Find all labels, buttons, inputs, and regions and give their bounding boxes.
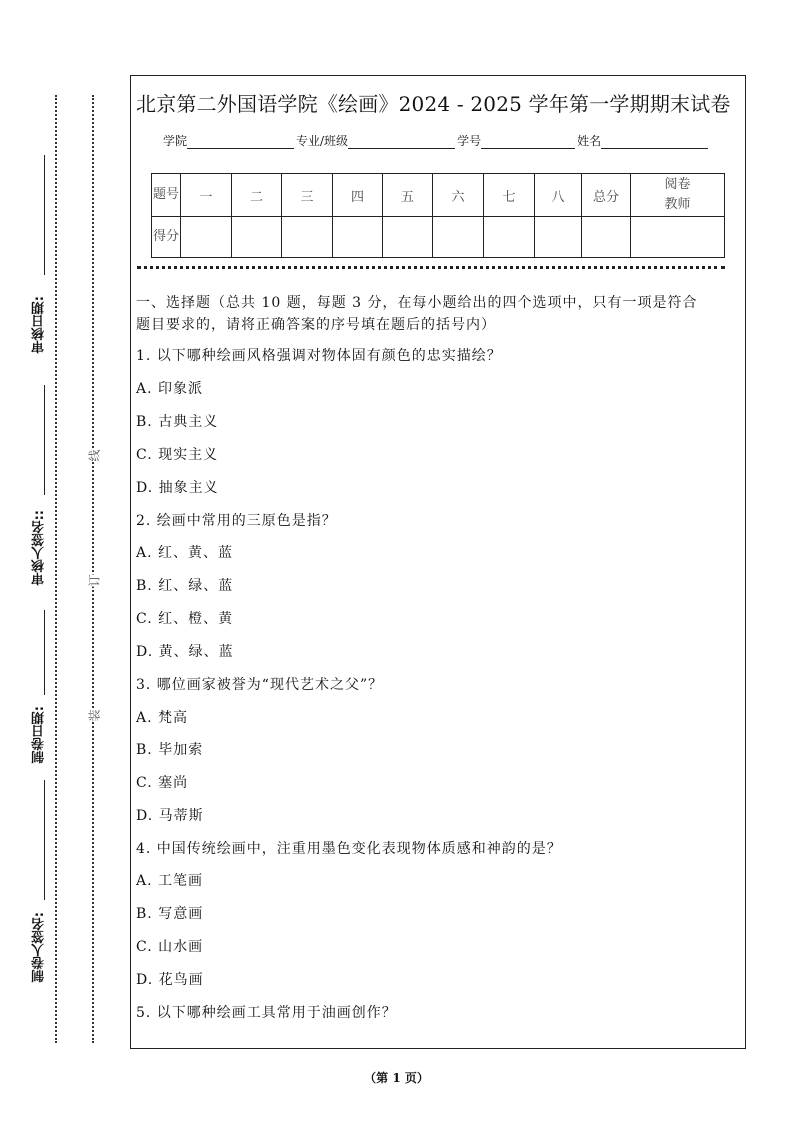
option-text: A. 工笔画 (136, 873, 204, 889)
col-1: 一 (181, 174, 232, 217)
exam-title: 北京第二外国语学院《绘画》2024 - 2025 学年第一学期期末试卷 (136, 92, 731, 116)
reviewer-sign-label: 审核人签名:: (32, 510, 47, 586)
option-text: C. 塞尚 (136, 775, 189, 791)
score-cell[interactable] (484, 217, 535, 258)
option-text: B. 古典主义 (136, 414, 219, 430)
question-text: 5. 以下哪种绘画工具常用于油画创作？ (136, 1005, 397, 1021)
score-table (151, 173, 725, 258)
score-cell[interactable] (181, 217, 232, 258)
col-grader: 阅卷教师 (631, 174, 725, 217)
option-text: D. 花鸟画 (136, 972, 204, 988)
major-label: 专业/班级 (296, 134, 349, 148)
section-instructions: 一、选择题（总共 10 题，每题 3 分，在每小题给出的四个选项中，只有一项是符合 (136, 295, 698, 311)
binding-dotted-line (92, 95, 94, 1043)
score-cell[interactable] (433, 217, 484, 258)
col-2: 二 (232, 174, 282, 217)
name-label: 姓名 (577, 134, 602, 148)
make-date-blank (44, 610, 45, 695)
section-divider (137, 266, 725, 269)
col-5: 五 (383, 174, 433, 217)
option-text: C. 红、橙、黄 (136, 611, 234, 627)
reviewer-sign-blank (44, 385, 45, 495)
question-text: 2. 绘画中常用的三原色是指？ (136, 513, 337, 529)
option-text: D. 抽象主义 (136, 480, 219, 496)
col-4: 四 (333, 174, 383, 217)
score-cell[interactable] (282, 217, 333, 258)
option-text: A. 梵高 (136, 710, 189, 726)
student-id-label: 学号 (457, 134, 482, 148)
review-date-label: 审核日期: (32, 296, 47, 354)
option-text: B. 写意画 (136, 906, 204, 922)
score-cell[interactable] (383, 217, 433, 258)
score-cell[interactable] (631, 217, 725, 258)
bind-char-staple: 订 (87, 574, 102, 587)
maker-sign-label: 制卷人签名: (32, 912, 47, 983)
score-cell[interactable] (582, 217, 631, 258)
option-text: C. 现实主义 (136, 447, 219, 463)
question-text: 4. 中国传统绘画中，注重用墨色变化表现物体质感和神韵的是？ (136, 841, 562, 857)
question-number-row (152, 174, 725, 217)
option-text: B. 红、绿、蓝 (136, 578, 234, 594)
option-text: A. 印象派 (136, 381, 204, 397)
score-cell[interactable] (333, 217, 383, 258)
option-text: C. 山水画 (136, 939, 204, 955)
question-text: 1. 以下哪种绘画风格强调对物体固有颜色的忠实描绘？ (136, 348, 502, 364)
name-field[interactable] (601, 135, 708, 149)
seal-dotted-line-outer (55, 95, 57, 1043)
option-text: A. 红、黄、蓝 (136, 545, 234, 561)
header-label: 题号 (152, 174, 181, 217)
student-info-row (163, 132, 710, 149)
score-cell[interactable] (232, 217, 282, 258)
col-7: 七 (484, 174, 535, 217)
score-row (152, 217, 725, 258)
option-text: B. 毕加索 (136, 742, 204, 758)
col-8: 八 (535, 174, 582, 217)
major-field[interactable] (348, 135, 455, 149)
college-label: 学院 (163, 134, 188, 148)
bind-char-bind: 装 (87, 709, 102, 722)
option-text: D. 马蒂斯 (136, 808, 204, 824)
score-cell[interactable] (535, 217, 582, 258)
col-6: 六 (433, 174, 484, 217)
score-label: 得分 (152, 217, 181, 258)
student-id-field[interactable] (481, 135, 575, 149)
college-field[interactable] (187, 135, 294, 149)
section-instructions: 题目要求的，请将正确答案的序号填在题后的括号内） (136, 317, 496, 333)
maker-sign-blank (44, 780, 45, 900)
bind-char-line: 线 (87, 449, 102, 462)
make-date-label: 制卷日期: (32, 706, 47, 764)
page-number: （第 1 页） (364, 1071, 429, 1085)
question-text: 3. 哪位画家被誉为“现代艺术之父”？ (136, 677, 384, 693)
review-date-blank (44, 155, 45, 275)
col-3: 三 (282, 174, 333, 217)
option-text: D. 黄、绿、蓝 (136, 644, 234, 660)
col-total: 总分 (582, 174, 631, 217)
